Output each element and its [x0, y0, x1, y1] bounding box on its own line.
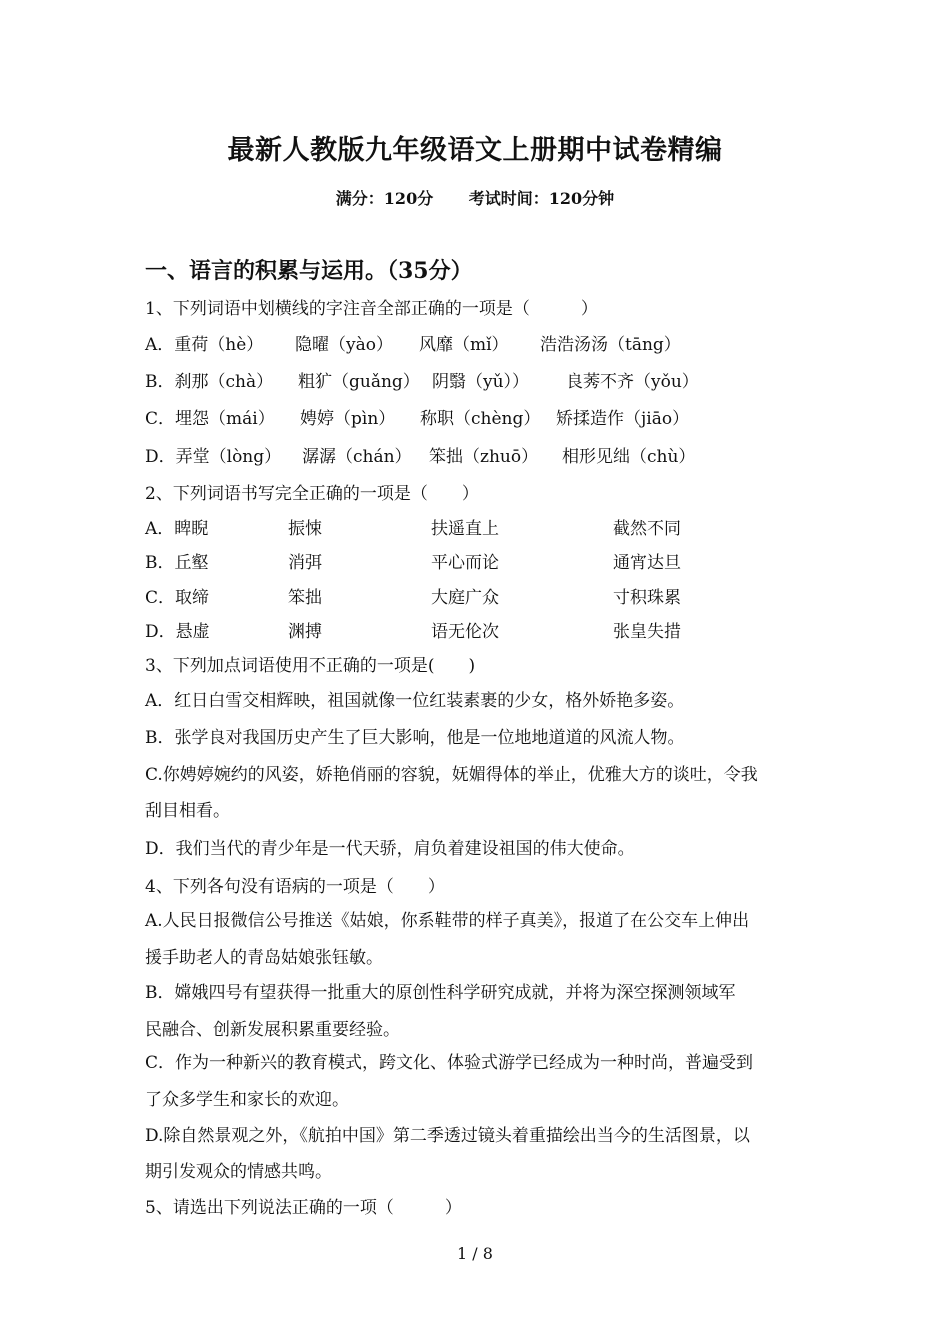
exam-meta: [0, 186, 950, 209]
q1-option-c: [145, 404, 825, 428]
q4-option-a-line2: 援手助老人的青岛姑娘张钰敏。: [145, 948, 383, 968]
q3-option-a: A．红日白雪交相辉映，祖国就像一位红装素裹的少女，格外娇艳多姿。: [145, 691, 685, 711]
q3-option-c-line1: C.你娉婷婉约的风姿，娇艳俏丽的容貌，妩媚得体的举止，优雅大方的谈吐，令我: [145, 765, 758, 785]
q1-option-a: [145, 330, 825, 354]
q3-option-c-line2: 刮目相看。: [145, 801, 230, 821]
q1-c-2: 娉婷（pìn）: [300, 409, 396, 429]
q2-d-4: 张皇失措: [613, 622, 681, 642]
q2-a-3: 扶遥直上: [431, 519, 499, 539]
q4-option-d-line2: 期引发观众的情感共鸣。: [145, 1162, 332, 1182]
q2-row-d: [145, 617, 805, 641]
q1-d-4: 相形见绌（chù）: [562, 447, 696, 467]
q1-c-1: C．埋怨（mái）: [145, 409, 275, 429]
q4-option-b-line2: 民融合、创新发展积累重要经验。: [145, 1020, 400, 1040]
q2-c-2: 笨拙: [288, 588, 322, 608]
q2-c-4: 寸积珠累: [613, 588, 681, 608]
q1-a-4: 浩浩汤汤（tāng）: [540, 335, 681, 355]
q2-row-c: [145, 583, 805, 607]
q1-c-3: 称职（chèng）: [420, 409, 541, 429]
q2-a-2: 振悚: [288, 519, 322, 539]
q3-stem: 3、下列加点词语使用不正确的一项是( ): [145, 656, 476, 676]
q2-d-3: 语无伦次: [431, 622, 499, 642]
exam-time: 考试时间：120分钟: [468, 189, 615, 208]
q2-stem: 2、下列词语书写完全正确的一项是（ ）: [145, 484, 479, 504]
q2-a-1: A．睥睨: [145, 519, 209, 539]
q2-d-2: 渊搏: [288, 622, 322, 642]
q4-stem: 4、下列各句没有语病的一项是（ ）: [145, 877, 445, 897]
page-title: 最新人教版九年级语文上册期中试卷精编: [227, 135, 723, 166]
q1-option-b: [145, 367, 825, 391]
q2-b-2: 消弭: [288, 553, 322, 573]
q4-option-c-line1: C．作为一种新兴的教育模式，跨文化、体验式游学已经成为一种时尚，普遍受到: [145, 1053, 754, 1073]
q2-b-3: 平心而论: [431, 553, 499, 573]
q2-b-1: B．丘壑: [145, 553, 209, 573]
page-number: 1 / 8: [457, 1244, 493, 1263]
q2-row-a: [145, 514, 805, 538]
q4-option-b-line1: B．嫦娥四号有望获得一批重大的原创性科学研究成就，并将为深空探测领域军: [145, 983, 736, 1003]
q2-b-4: 通宵达旦: [613, 553, 681, 573]
q1-d-2: 潺潺（chán）: [302, 447, 412, 467]
q4-option-a-line1: A.人民日报微信公号推送《姑娘，你系鞋带的样子真美》，报道了在公交车上伸出: [145, 911, 750, 931]
q3-option-b: B．张学良对我国历史产生了巨大影响，他是一位地地道道的风流人物。: [145, 728, 685, 748]
section-heading: 一、语言的积累与运用。（35分）: [145, 258, 473, 284]
q2-c-3: 大庭广众: [431, 588, 499, 608]
q4-option-d-line1: D.除自然景观之外，《航拍中国》第二季透过镜头着重描绘出当今的生活图景，以: [145, 1126, 750, 1146]
q1-d-1: D．弄堂（lòng）: [145, 447, 282, 467]
q1-option-d: [145, 442, 825, 466]
q1-a-1: A．重荷（hè）: [145, 335, 264, 355]
q1-b-3: 阴翳（yǔ））: [432, 372, 530, 392]
q3-option-d: D．我们当代的青少年是一代天骄，肩负着建设祖国的伟大使命。: [145, 839, 635, 859]
q4-option-c-line2: 了众多学生和家长的欢迎。: [145, 1090, 349, 1110]
q2-row-b: [145, 548, 805, 572]
full-score: 满分：120分: [335, 189, 434, 208]
q1-stem: 1、下列词语中划横线的字注音全部正确的一项是（ ）: [145, 299, 598, 319]
q1-a-2: 隐曜（yào）: [295, 335, 393, 355]
q1-b-2: 粗犷（guǎng）: [298, 372, 420, 392]
q1-b-4: 良莠不齐（yǒu）: [566, 372, 699, 392]
q2-c-1: C．取缔: [145, 588, 210, 608]
q1-c-4: 矫揉造作（jiāo）: [556, 409, 690, 429]
q1-d-3: 笨拙（zhuō）: [429, 447, 539, 467]
q1-b-1: B．刹那（chà）: [145, 372, 274, 392]
q2-d-1: D．悬虚: [145, 622, 210, 642]
q1-a-3: 风靡（mǐ）: [419, 335, 509, 355]
q5-stem: 5、请选出下列说法正确的一项（ ）: [145, 1198, 462, 1218]
q2-a-4: 截然不同: [613, 519, 681, 539]
